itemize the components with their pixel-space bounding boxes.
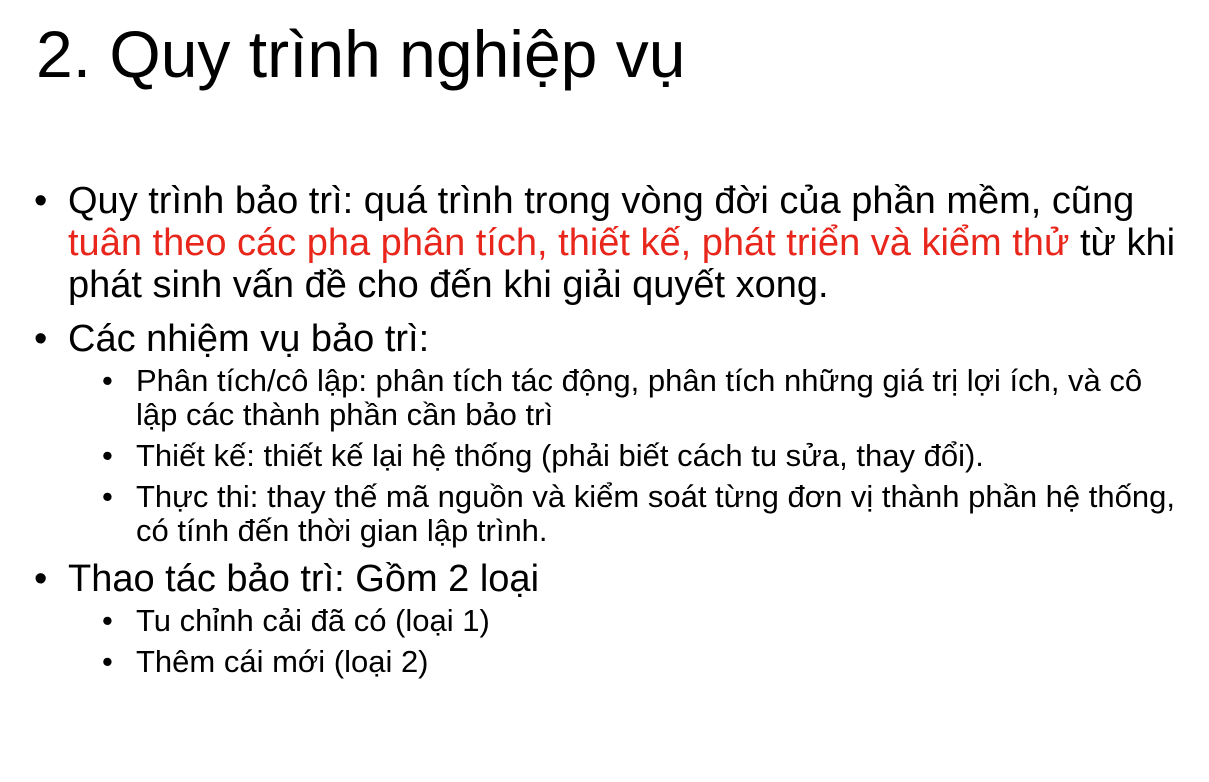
maintenance-process-text-after: từ khi phát sinh vấn đề cho đến khi giải quyết xong. [68,222,1176,306]
slide-title: 2. Quy trình nghiệp vụ [36,17,686,91]
bullet-dot-icon: • [102,644,113,679]
bullet-maintenance-process [30,180,1190,306]
list-item [98,480,1190,548]
bullet-maintenance-tasks [30,318,1190,360]
maintenance-process-text-before: Quy trình bảo trì: quá trình trong vòng đời của phần mềm, cũng [68,180,1135,222]
bullet-dot-icon: • [102,363,113,398]
bullet-dot-icon: • [34,180,48,222]
operation-type1-text: Tu chỉnh cải đã có (loại 1) [136,603,490,638]
task-analysis-text: Phân tích/cô lập: phân tích tác động, phân tích những giá trị lợi ích, và cô lập các thành phần cần bảo trì [136,363,1143,432]
task-design-text: Thiết kế: thiết kế lại hệ thống (phải biết cách tu sửa, thay đổi). [136,438,984,473]
maintenance-operations-heading: Thao tác bảo trì: Gồm 2 loại [68,558,540,600]
maintenance-process-highlight: tuân theo các pha phân tích, thiết kế, phát triển và kiểm thử [68,222,1070,264]
bullet-dot-icon: • [102,438,113,473]
list-item [98,604,1190,638]
operation-type2-text: Thêm cái mới (loại 2) [136,644,429,679]
maintenance-tasks-heading: Các nhiệm vụ bảo trì: [68,318,430,360]
bullet-dot-icon: • [102,479,113,514]
maintenance-tasks-list [30,364,1190,548]
task-implementation-text: Thực thi: thay thế mã nguồn và kiểm soát từng đơn vị thành phần hệ thống, có tính đến thời gian lập trình. [136,479,1175,548]
slide-content [30,180,1190,686]
maintenance-operations-list [30,604,1190,679]
bullet-dot-icon: • [102,603,113,638]
list-item [98,645,1190,679]
bullet-dot-icon: • [34,558,48,600]
list-item [98,439,1190,473]
bullet-dot-icon: • [34,318,48,360]
bullet-maintenance-operations [30,558,1190,600]
list-item [98,364,1190,432]
